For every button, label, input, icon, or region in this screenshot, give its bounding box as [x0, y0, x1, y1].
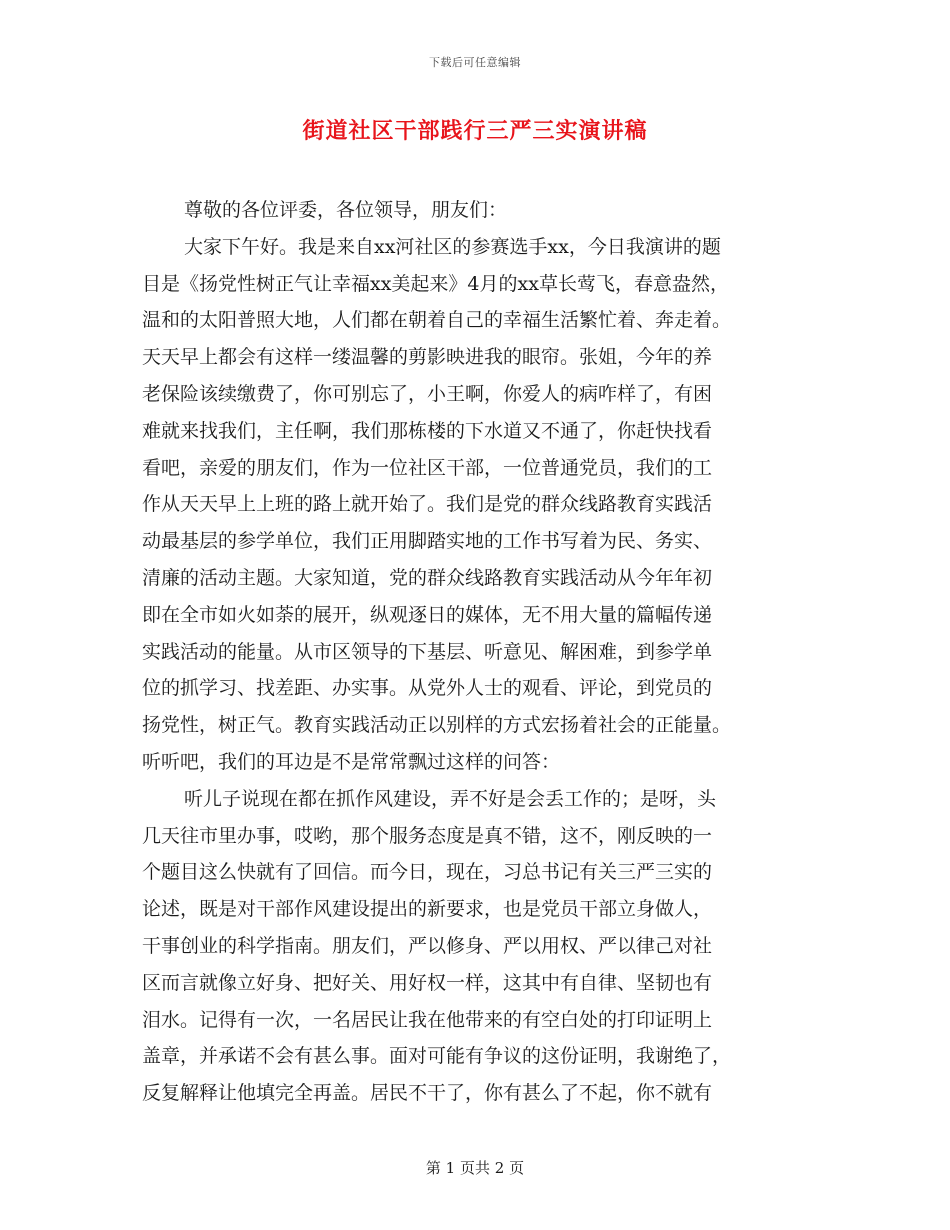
paragraph-line: 清廉的活动主题。大家知道，党的群众线路教育实践活动从今年年初 [142, 566, 713, 589]
document-title: 街道社区干部践行三严三实演讲稿 [302, 118, 648, 144]
paragraph-line: 干事创业的科学指南。朋友们，严以修身、严以用权、严以律己对社 [142, 934, 713, 957]
header-note: 下载后可任意编辑 [429, 56, 521, 69]
paragraph-line: 大家下午好。我是来自xx河社区的参赛选手xx，今日我演讲的题 [184, 235, 721, 258]
paragraph-line: 听儿子说现在都在抓作风建设，弄不好是会丢工作的；是呀，头 [184, 787, 717, 810]
paragraph-line: 实践活动的能量。从市区领导的下基层、听意见、解困难，到参学单 [142, 640, 713, 663]
paragraph-line: 天天早上都会有这样一缕温馨的剪影映进我的眼帘。张姐，今年的养 [142, 346, 713, 369]
page-number-footer: 第 1 页共 2 页 [425, 1159, 525, 1177]
paragraph-line: 难就来找我们，主任啊，我们那栋楼的下水道又不通了，你赶快找看 [142, 419, 713, 442]
paragraph-line: 目是《扬党性树正气让幸福xx美起来》4月的xx草长莺飞，春意盎然， [142, 272, 729, 295]
paragraph-line: 温和的太阳普照大地，人们都在朝着自己的幸福生活繁忙着、奔走着。 [142, 309, 732, 332]
paragraph-line: 几天往市里办事，哎哟，那个服务态度是真不错，这不，刚反映的一 [142, 824, 713, 847]
paragraph-line: 作从天天早上上班的路上就开始了。我们是党的群众线路教育实践活 [142, 493, 713, 516]
paragraph-line: 论述，既是对干部作风建设提出的新要求，也是党员干部立身做人， [142, 898, 713, 921]
document-body [142, 192, 810, 1112]
paragraph-line: 个题目这么快就有了回信。而今日，现在，习总书记有关三严三实的 [142, 861, 713, 884]
paragraph-line: 即在全市如火如荼的展开，纵观逐日的媒体，无不用大量的篇幅传递 [142, 603, 713, 626]
paragraph-line: 反复解释让他填完全再盖。居民不干了，你有甚么了不起，你不就有 [142, 1082, 713, 1105]
salutation-line: 尊敬的各位评委，各位领导，朋友们： [184, 199, 508, 221]
paragraph-line: 看吧，亲爱的朋友们，作为一位社区干部，一位普通党员，我们的工 [142, 456, 713, 479]
paragraph-line: 位的抓学习、找差距、办实事。从党外人士的观看、评论，到党员的 [142, 677, 713, 700]
paragraph-line: 听听吧，我们的耳边是不是常常飘过这样的问答： [142, 750, 561, 773]
paragraph-line: 扬党性，树正气。教育实践活动正以别样的方式宏扬着社会的正能量。 [142, 714, 732, 737]
paragraph-line: 老保险该续缴费了，你可别忘了，小王啊，你爱人的病咋样了，有困 [142, 382, 713, 405]
paragraph-line: 动最基层的参学单位，我们正用脚踏实地的工作书写着为民、务实、 [142, 530, 713, 553]
paragraph-line: 泪水。记得有一次，一名居民让我在他带来的有空白处的打印证明上 [142, 1008, 713, 1031]
paragraph-line: 区而言就像立好身、把好关、用好权一样，这其中有自律、坚韧也有 [142, 971, 713, 994]
paragraph-line: 盖章，并承诺不会有甚么事。面对可能有争议的这份证明，我谢绝了， [142, 1045, 732, 1068]
